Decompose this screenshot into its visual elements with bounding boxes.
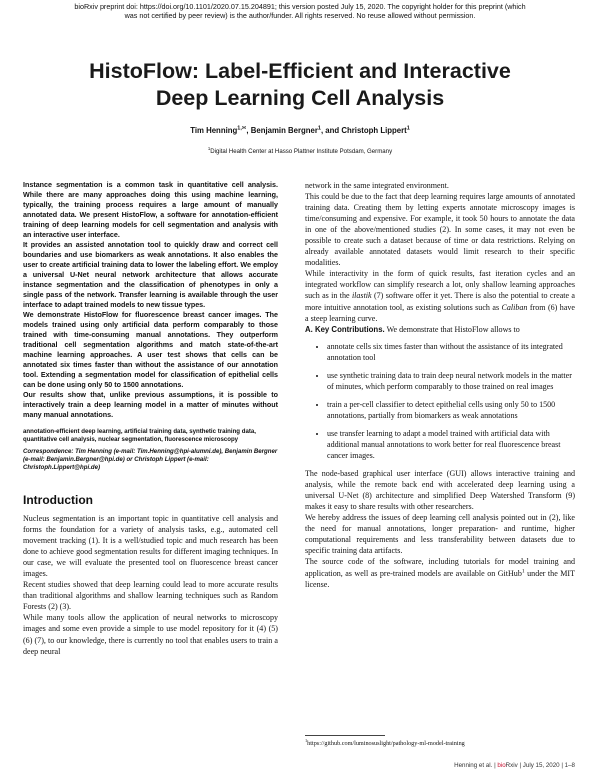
text-run: We demonstrate that HistoFlow allows to — [384, 324, 520, 334]
abstract-paragraph: Instance segmentation is a common task in quantitative cell analysis. While there are many approaches doing this using machine learning, typically, the training process requires a large amount of manually annotated data. We present HistoFlow, a software for annotation-efficient training of deep learning models for cell segmentation and analysis with an interactive user interface. — [23, 181, 278, 239]
abstract-paragraph: We demonstrate HistoFlow for fluorescence breast cancer images. The models trained using only artificial data perform comparably to those trained with time-consuming manual annotations. They outperform traditional cell segmentation algorithms and match state-of-the-art machine learning approaches. A user test shows that cells can be annotated six times faster than without the assistance of our annotation tool. Extending a segmentation model for classification of epithelial cells can be done using only 50 to 1500 annotations. — [23, 311, 278, 389]
author-list — [0, 126, 600, 135]
abstract-paragraph: Our results show that, unlike previous assumptions, it is possible to interactively train a deep learning model in a matter of minutes without many manual annotations. — [23, 391, 278, 419]
title-line-2: Deep Learning Cell Analysis — [155, 86, 445, 110]
header-line-2: was not certified by peer review) is the author/funder. All rights reserved. No reuse allowed without permission. — [124, 11, 476, 20]
page-number: 1–8 — [564, 762, 575, 769]
text-run: While interactivity in the form of quick results, fast iteration cycles and an integrated workflow can simplify research a lot, only shallow learning approaches such as in the — [305, 269, 575, 301]
list-item: • train a per-cell classifier to detect epithelial cells using only 50 to 1500 annotations, partially from biomarkers as weak annotations — [327, 399, 575, 421]
text-run: under the MIT license. — [305, 568, 575, 589]
affiliation-text: Digital Health Center at Hasso Plattner Institute Potsdam, Germany — [210, 148, 393, 155]
right-column — [305, 180, 575, 590]
footer-separator: | — [494, 762, 496, 769]
introduction-body — [23, 513, 278, 657]
footer-authors: Henning et al. — [454, 762, 493, 769]
paper-title — [20, 58, 580, 112]
body-paragraph: The node-based graphical user interface (GUI) allows interactive training and analysis, while the remote back end with accelerated deep learning using a universal U-Net (8) architecture and simplified Deep Watershed Transform (9) makes it easy to share results with other researchers. — [305, 469, 575, 512]
subsection-label: A. Key Contributions. — [305, 324, 385, 334]
intro-paragraph: While many tools allow the application of neural networks to microscopy images and some even provide a simple to use model repository for it (4) (5) (6) (7), to our knowledge, there is currently no tool that enables users to train a deep neural — [23, 613, 278, 656]
body-paragraph: We hereby address the issues of deep learning cell analysis pointed out in (2), like the need for manual annotations, longer preparation- and runtime, higher computational requirements and less transferability between datasets due to specific training data artifacts. — [305, 513, 575, 556]
body-paragraph: network in the same integrated environment. — [305, 181, 449, 190]
section-heading-introduction: Introduction — [23, 493, 93, 507]
correspondence: Correspondence: Tim Henning (e-mail: Tim.Henning@hpi-alumni.de), Benjamin Bergner (e-mail: Benjamin.Bergner@hpi.de) or Christoph Lippert (e-mail: Christoph.Lippert@hpi.de) — [23, 448, 278, 471]
logo-rxiv: Rxiv — [505, 762, 518, 769]
footnote-number: 1 — [305, 737, 308, 743]
preprint-header — [0, 2, 600, 20]
footnote-divider — [305, 735, 385, 736]
footer-date: July 15, 2020 — [522, 762, 560, 769]
header-line-1: bioRxiv preprint doi: https://doi.org/10.1101/2020.07.15.204891; this version posted July 15, 2020. The copyright holder for this preprint (which — [74, 2, 526, 11]
body-paragraph — [305, 268, 575, 323]
list-item: • use synthetic training data to train deep neural network models in the matter of minutes, which perform comparably to those trained on real images — [327, 370, 575, 392]
list-item: • use transfer learning to adapt a model trained with artificial data with additional manual annotations to work better for real fluorescence breast cancer images. — [327, 428, 575, 461]
text-run: The source code of the software, including tutorials for model training and application, as well as pre-trained models are available on GitHub — [305, 557, 575, 578]
author-2-affil: 1 — [317, 125, 321, 132]
body-paragraph — [305, 556, 575, 589]
footer-separator: | — [561, 762, 563, 769]
software-caliban: Caliban — [501, 302, 528, 312]
page-footer — [360, 762, 575, 769]
biorxiv-logo — [497, 762, 517, 769]
keywords: annotation-efficient deep learning, artificial training data, synthetic training data, quantitative cell analysis, nuclear segmentation, fluorescence microscopy — [23, 428, 256, 443]
left-column — [23, 180, 278, 657]
author-3: Christoph Lippert — [341, 126, 407, 135]
author-sep: , — [246, 126, 251, 135]
author-2: Benjamin Bergner — [250, 126, 318, 135]
affiliation-number: 1 — [207, 145, 211, 151]
author-3-affil: 1 — [406, 125, 410, 132]
affiliation — [0, 145, 600, 155]
title-line-1: HistoFlow: Label-Efficient and Interactive — [89, 59, 511, 83]
body-paragraph: This could be due to the fact that deep learning requires large amounts of annotated training data. Creating them by letting experts annotate microscopy images is time/consuming and expensive. For example, it took 50 hours to annotate the data in one of the above/mentioned studies (2). In some cases, it may not even be possible to create such a dataset because of time or data restrictions. Relying on already available annotated datasets would limit research to their specific modalities. — [305, 192, 575, 268]
software-ilastik: ilastik — [351, 291, 372, 301]
abstract-paragraph: It provides an assisted annotation tool to quickly draw and correct cell boundaries and use biomarkers as weak annotations. It also enables the user to create artificial training data to lower the labeling effort. We employ a universal U-Net neural network architecture that allows accurate instance segmentation and the classification of phenotypes in only a single pass of the network. Transfer learning is available through the user interface to adapt trained models to new tissue types. — [23, 241, 278, 309]
key-contributions — [305, 324, 575, 335]
footer-separator: | — [519, 762, 522, 769]
author-1: Tim Henning — [190, 126, 238, 135]
list-item: • annotate cells six times faster than without the assistance of its integrated annotation tool — [327, 341, 575, 363]
logo-bio: bio — [497, 762, 506, 769]
text-run: from (6) have a steep learning curve. — [305, 302, 575, 323]
author-1-affil: 1,✉ — [237, 125, 247, 132]
intro-paragraph: Nucleus segmentation is an important topic in quantitative cell analysis and forms the foundation for a variety of analysis tasks, e.g., automated cell movement tracking (1). It is a well/studied topic and much research has been done to achieve good segmentation results for different imaging techniques. In our case, we will evaluate the presented tool on fluorescence breast cancer images. — [23, 514, 278, 579]
footnote-url[interactable]: https://github.com/luminosuslight/pathology-ml-model-training — [307, 740, 465, 747]
contributions-list — [305, 341, 575, 461]
author-sep: , and — [320, 126, 342, 135]
text-run: (7) software offer it yet. There is also the potential to create a more intuitive annotation tool, as existing solutions such as — [305, 291, 575, 312]
right-body — [305, 180, 575, 590]
footnote-marker: 1 — [521, 567, 525, 574]
abstract — [23, 180, 278, 420]
intro-paragraph: Recent studies showed that deep learning could lead to more accurate results than traditional algorithms and shallow learning techniques such as Random Forests (2) (3). — [23, 580, 278, 612]
footnote — [305, 737, 575, 747]
